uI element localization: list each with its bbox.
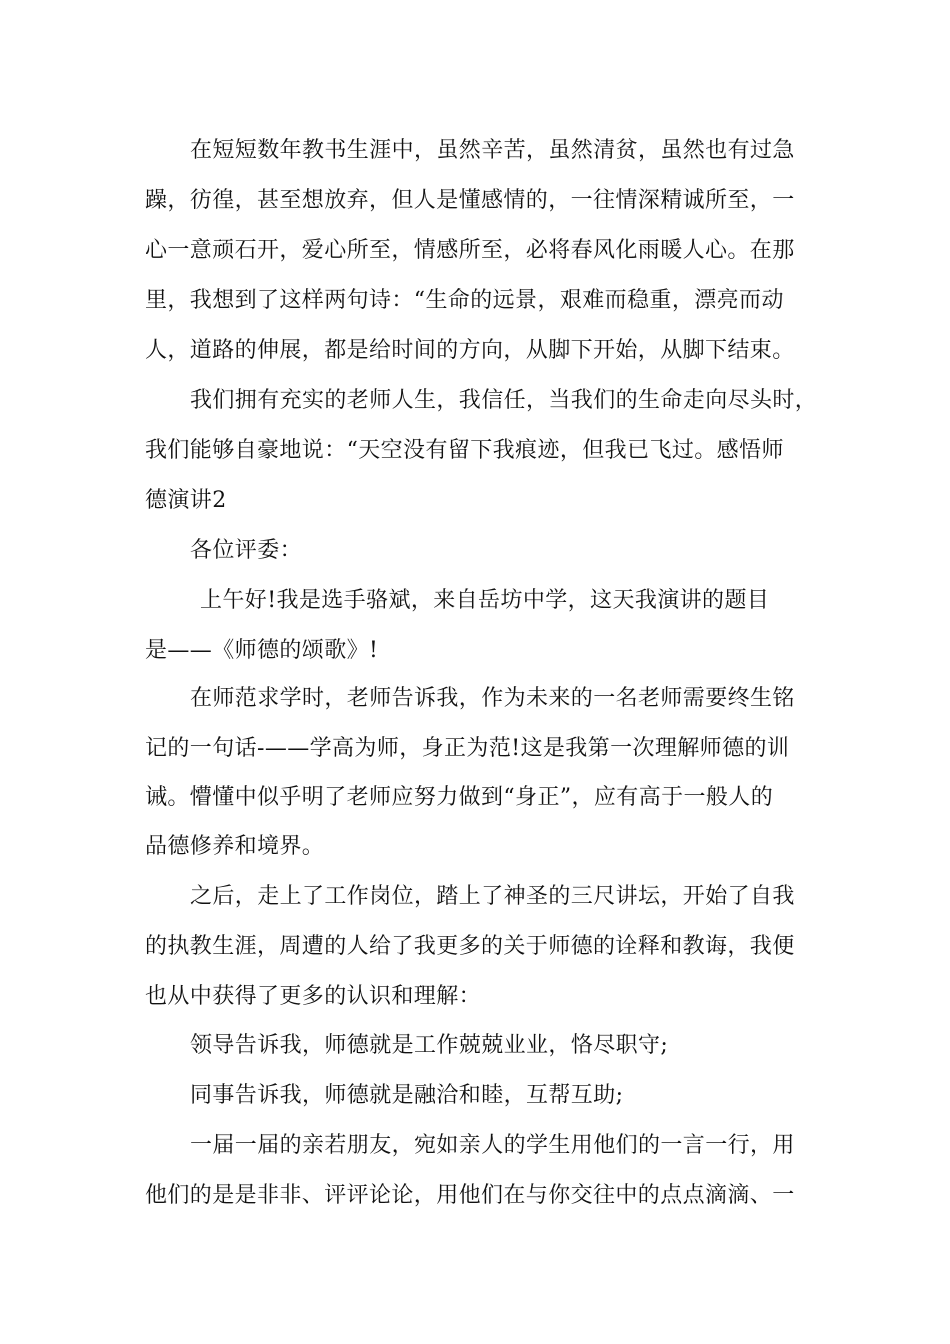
text-line: 之后，走上了工作岗位，踏上了神圣的三尺讲坛，开始了自我 [190, 884, 795, 909]
text-line: 在短短数年教书生涯中，虽然辛苦，虽然清贫，虽然也有过急 [190, 138, 795, 163]
text-line: 心一意顽石开，爱心所至，情感所至，必将春风化雨暖人心。在那 [145, 238, 795, 263]
text-line: 各位评委： [190, 538, 303, 563]
text-line: 的执教生涯，周遭的人给了我更多的关于师德的诠释和教诲，我便 [145, 934, 795, 959]
text-line: 在师范求学时，老师告诉我，作为未来的一名老师需要终生铭 [190, 686, 795, 711]
text-line: 人，道路的伸展，都是给时间的方向，从脚下开始，从脚下结束。 [145, 338, 795, 363]
text-line: 品德修养和境界。 [145, 834, 325, 859]
text-line: 记的一句话-——学高为师，身正为范!这是我第一次理解师德的训 [145, 736, 790, 761]
text-line: 一届一届的亲若朋友，宛如亲人的学生用他们的一言一行，用 [190, 1133, 795, 1158]
text-line: 上午好!我是选手骆斌，来自岳坊中学，这天我演讲的题目 [200, 588, 770, 613]
text-line: 同事告诉我，师德就是融洽和睦，互帮互助; [190, 1083, 624, 1108]
text-line: 领导告诉我，师德就是工作兢兢业业，恪尽职守; [190, 1033, 669, 1058]
text-line: 诫。懵懂中似乎明了老师应努力做到“身正”，应有高于一般人的 [145, 785, 774, 810]
text-line: 我们拥有充实的老师人生，我信任，当我们的生命走向尽头时， [190, 388, 818, 413]
text-line: 躁，彷徨，甚至想放弃，但人是懂感情的，一往情深精诚所至，一 [145, 188, 795, 213]
text-line: 也从中获得了更多的认识和理解： [145, 984, 482, 1009]
text-line: 是——《师德的颂歌》! [145, 638, 379, 663]
text-line: 里，我想到了这样两句诗：“生命的远景，艰难而稳重，漂亮而动 [145, 288, 784, 313]
text-line: 他们的是是非非、评评论论，用他们在与你交往中的点点滴滴、一 [145, 1183, 795, 1208]
text-line: 德演讲2 [145, 488, 227, 513]
text-line: 我们能够自豪地说：“天空没有留下我痕迹，但我已飞过。感悟师 [145, 438, 784, 463]
